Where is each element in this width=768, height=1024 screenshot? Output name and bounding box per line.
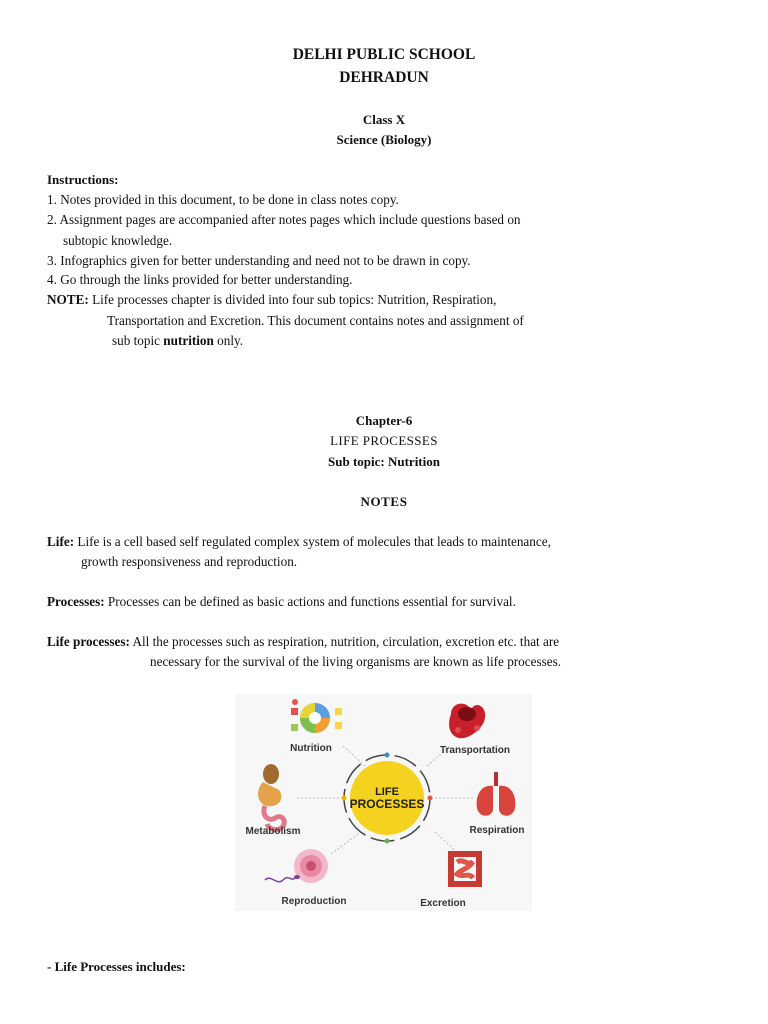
instruction-item: 1. Notes provided in this document, to be done in class notes copy. xyxy=(47,192,399,207)
life-processes-definition-line-2: necessary for the survival of the living organisms are known as life processes. xyxy=(150,654,562,669)
life-processes-definition-line-1 xyxy=(47,634,559,650)
life-definition-line-2: growth responsiveness and reproduction. xyxy=(81,554,298,569)
reproduction-label: Reproduction xyxy=(281,896,347,907)
life-processes-infographic xyxy=(235,694,532,911)
instructions-heading: Instructions: xyxy=(47,172,119,187)
life-text: Life is a cell based self regulated complex system of molecules that leads to maintenance, xyxy=(77,534,551,549)
instruction-item: 4. Go through the links provided for better understanding. xyxy=(47,272,353,287)
life-processes-term: Life processes: xyxy=(47,634,130,649)
note-line-3 xyxy=(112,333,243,349)
school-name: DELHI PUBLIC SCHOOL xyxy=(292,46,476,63)
note-text: Life processes chapter is divided into four sub topics: Nutrition, Respiration, xyxy=(92,292,497,307)
chapter-number: Chapter-6 xyxy=(355,413,413,428)
excretion-label: Excretion xyxy=(420,898,466,909)
nutrition-label: Nutrition xyxy=(290,743,332,754)
chapter-title: LIFE PROCESSES xyxy=(330,433,438,448)
chapter-subtopic: Sub topic: Nutrition xyxy=(328,454,440,469)
processes-term: Processes: xyxy=(47,594,105,609)
life-processes-text: All the processes such as respiration, nutrition, circulation, excretion etc. that are xyxy=(132,634,560,649)
note-label: NOTE: xyxy=(47,292,89,307)
note-line-2: Transportation and Excretion. This document contains notes and assignment of xyxy=(107,313,524,328)
school-city: DEHRADUN xyxy=(339,69,429,86)
processes-text: Processes can be defined as basic actions and functions essential for survival. xyxy=(107,594,516,609)
life-term: Life: xyxy=(47,534,75,549)
life-definition-line-1 xyxy=(47,534,551,550)
transportation-label: Transportation xyxy=(439,745,511,756)
center-label-line-1: LIFE xyxy=(375,786,399,798)
note-line3-bold: nutrition xyxy=(163,333,214,348)
class-label: Class X xyxy=(362,112,406,127)
note-line3-post: only. xyxy=(217,333,244,348)
instruction-item: 3. Infographics given for better understanding and need not to be drawn in copy. xyxy=(47,253,471,268)
instruction-item-continued: subtopic knowledge. xyxy=(63,233,173,248)
respiration-label: Respiration xyxy=(469,825,525,836)
processes-definition xyxy=(47,594,516,610)
metabolism-label: Metabolism xyxy=(245,826,301,837)
life-processes-includes: - Life Processes includes: xyxy=(47,959,186,974)
center-label-line-2: PROCESSES xyxy=(349,797,425,811)
note-line-1 xyxy=(47,292,496,308)
note-line3-pre: sub topic xyxy=(112,333,160,348)
notes-heading: NOTES xyxy=(360,494,408,509)
instruction-item: 2. Assignment pages are accompanied after notes pages which include questions based on xyxy=(47,212,521,227)
subject-label: Science (Biology) xyxy=(336,132,432,147)
